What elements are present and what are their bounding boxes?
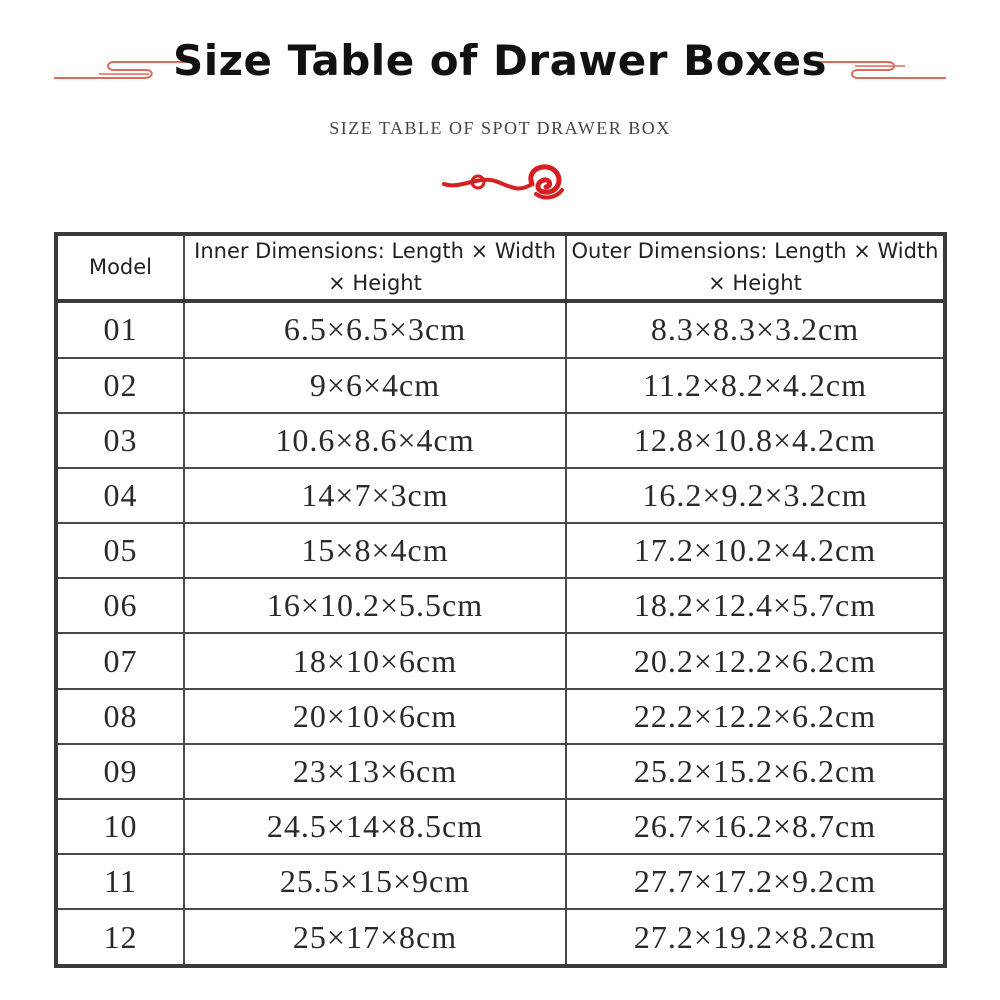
- table-row: [56, 689, 945, 744]
- outer-dimensions-cell: 27.2×19.2×8.2cm: [566, 909, 945, 966]
- model-cell: 11: [56, 854, 184, 909]
- inner-dimensions-cell: 6.5×6.5×3cm: [184, 301, 566, 358]
- table-row: [56, 468, 945, 523]
- model-cell: 06: [56, 578, 184, 633]
- table-row: [56, 633, 945, 688]
- outer-dimensions-cell: 27.7×17.2×9.2cm: [566, 854, 945, 909]
- inner-dimensions-cell: 10.6×8.6×4cm: [184, 413, 566, 468]
- inner-dimensions-cell: 25×17×8cm: [184, 909, 566, 966]
- inner-dimensions-cell: 14×7×3cm: [184, 468, 566, 523]
- red-cloud-icon: [440, 160, 570, 200]
- table-row: [56, 909, 945, 966]
- model-cell: 04: [56, 468, 184, 523]
- table-row: [56, 413, 945, 468]
- column-header-model: Model: [56, 234, 184, 301]
- table-row: [56, 854, 945, 909]
- inner-dimensions-cell: 16×10.2×5.5cm: [184, 578, 566, 633]
- table-row: [56, 744, 945, 799]
- column-header-inner-dimensions: Inner Dimensions: Length × Width × Height: [184, 234, 566, 301]
- page-subtitle: SIZE TABLE OF SPOT DRAWER BOX: [329, 118, 671, 138]
- model-cell: 09: [56, 744, 184, 799]
- outer-dimensions-cell: 20.2×12.2×6.2cm: [566, 633, 945, 688]
- table-row: [56, 799, 945, 854]
- inner-dimensions-cell: 15×8×4cm: [184, 523, 566, 578]
- size-table: [54, 232, 947, 968]
- table-row: [56, 358, 945, 413]
- page-title: Size Table of Drawer Boxes: [172, 36, 828, 85]
- column-header-outer-dimensions: Outer Dimensions: Length × Width × Height: [566, 234, 945, 301]
- inner-dimensions-cell: 25.5×15×9cm: [184, 854, 566, 909]
- outer-dimensions-cell: 22.2×12.2×6.2cm: [566, 689, 945, 744]
- table-row: [56, 301, 945, 358]
- model-cell: 02: [56, 358, 184, 413]
- inner-dimensions-cell: 20×10×6cm: [184, 689, 566, 744]
- outer-dimensions-cell: 16.2×9.2×3.2cm: [566, 468, 945, 523]
- model-cell: 01: [56, 301, 184, 358]
- model-cell: 05: [56, 523, 184, 578]
- table-header-row: [56, 234, 945, 301]
- outer-dimensions-cell: 18.2×12.4×5.7cm: [566, 578, 945, 633]
- model-cell: 08: [56, 689, 184, 744]
- table-row: [56, 578, 945, 633]
- model-cell: 03: [56, 413, 184, 468]
- inner-dimensions-cell: 24.5×14×8.5cm: [184, 799, 566, 854]
- model-cell: 12: [56, 909, 184, 966]
- outer-dimensions-cell: 25.2×15.2×6.2cm: [566, 744, 945, 799]
- outer-dimensions-cell: 11.2×8.2×4.2cm: [566, 358, 945, 413]
- model-cell: 07: [56, 633, 184, 688]
- outer-dimensions-cell: 26.7×16.2×8.7cm: [566, 799, 945, 854]
- inner-dimensions-cell: 9×6×4cm: [184, 358, 566, 413]
- inner-dimensions-cell: 18×10×6cm: [184, 633, 566, 688]
- outer-dimensions-cell: 12.8×10.8×4.2cm: [566, 413, 945, 468]
- model-cell: 10: [56, 799, 184, 854]
- table-row: [56, 523, 945, 578]
- inner-dimensions-cell: 23×13×6cm: [184, 744, 566, 799]
- outer-dimensions-cell: 17.2×10.2×4.2cm: [566, 523, 945, 578]
- outer-dimensions-cell: 8.3×8.3×3.2cm: [566, 301, 945, 358]
